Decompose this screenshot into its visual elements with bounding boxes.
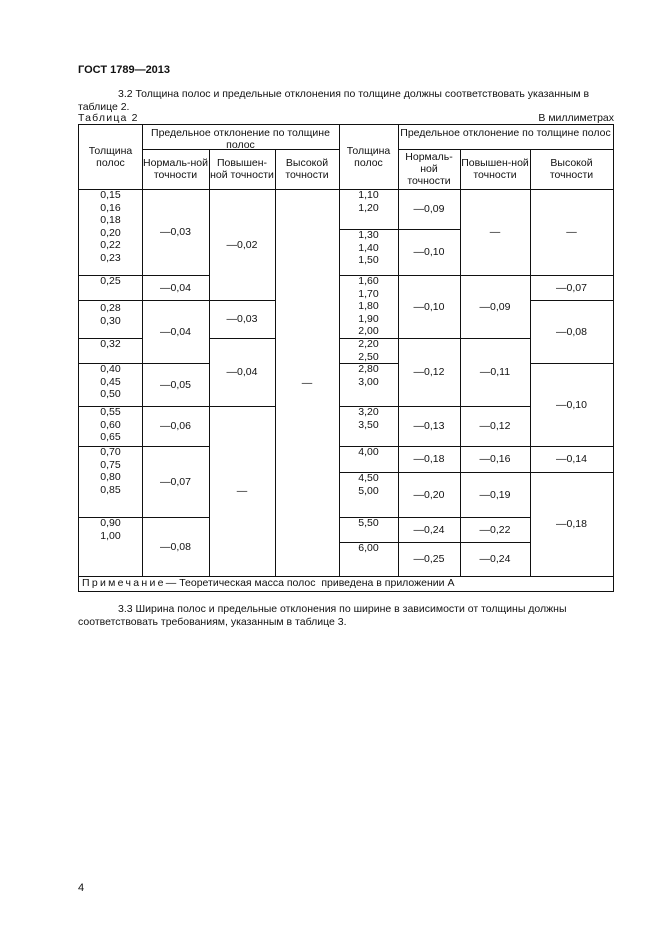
tolerance-cell: —0,10 [530, 363, 614, 447]
tolerance-cell: — [460, 189, 531, 276]
thickness-group: 1,60 1,70 1,80 1,90 2,00 [339, 275, 399, 339]
tolerance-cell: —0,02 [209, 189, 276, 301]
header-increased-left: Повышен-ной точности [209, 149, 276, 190]
thickness-group: 2,80 3,00 [339, 363, 399, 407]
page-number: 4 [78, 882, 85, 894]
table-note [78, 576, 614, 592]
tolerance-cell: —0,24 [460, 542, 531, 577]
paragraph-3-2: 3.2 Толщина полос и предельные отклонения по толщине должны соответствовать указанным в таблице 2. [78, 88, 590, 113]
thickness-group: 6,00 [339, 542, 399, 577]
tolerance-cell: —0,18 [530, 472, 614, 577]
tolerance-cell: —0,03 [142, 189, 210, 276]
header-increased-right: Повышен-ной точности [460, 149, 531, 190]
thickness-group: 4,00 [339, 446, 399, 473]
thickness-group: 0,70 0,75 0,80 0,85 [78, 446, 143, 518]
tolerance-cell: —0,08 [530, 300, 614, 364]
tolerance-cell: —0,09 [460, 275, 531, 339]
tolerance-cell: —0,03 [209, 300, 276, 339]
tolerance-cell: —0,10 [398, 275, 461, 339]
header-thickness-left: Толщина полос [78, 124, 143, 190]
table-units: В миллиметрах [538, 112, 614, 124]
header-normal-right: Нормаль-ной точности [398, 149, 461, 190]
paragraph-3-3: 3.3 Ширина полос и предельные отклонения по ширине в зависимости от толщины должны соответствовать требованиям, указанным в таблице 3. [78, 603, 567, 628]
tolerance-cell: —0,12 [460, 406, 531, 447]
tolerance-cell: —0,04 [142, 275, 210, 301]
tolerance-cell: —0,13 [398, 406, 461, 447]
tolerance-cell: —0,18 [398, 446, 461, 473]
note-text: — Теоретическая масса полос приведена в приложении А [165, 577, 455, 589]
tolerance-cell: —0,04 [209, 338, 276, 407]
tolerance-cell: —0,08 [142, 517, 210, 577]
tolerance-cell: —0,19 [460, 472, 531, 518]
thickness-group: 1,10 1,20 [339, 189, 399, 230]
tolerance-cell: —0,05 [142, 363, 210, 407]
thickness-group: 0,28 0,30 [78, 300, 143, 339]
tolerance-cell: —0,14 [530, 446, 614, 473]
header-group-right: Предельное отклонение по толщине полос [398, 124, 614, 150]
tolerance-cell: —0,07 [142, 446, 210, 518]
header-high-left: Высокой точности [275, 149, 340, 190]
thickness-group: 2,20 2,50 [339, 338, 399, 364]
tolerance-cell: —0,25 [398, 542, 461, 577]
thickness-group: 0,25 [78, 275, 143, 301]
tolerance-cell: — [275, 189, 340, 577]
tolerance-cell: — [209, 406, 276, 577]
tolerance-cell: —0,12 [398, 338, 461, 407]
thickness-group: 1,30 1,40 1,50 [339, 229, 399, 276]
thickness-group: 0,32 [78, 338, 143, 364]
tolerance-cell: —0,06 [142, 406, 210, 447]
note-label: Примечание [82, 577, 166, 589]
thickness-group: 4,50 5,00 [339, 472, 399, 518]
thickness-group: 3,20 3,50 [339, 406, 399, 447]
tolerance-cell: —0,24 [398, 517, 461, 543]
tolerance-cell: —0,10 [398, 229, 461, 276]
thickness-group: 0,15 0,16 0,18 0,20 0,22 0,23 [78, 189, 143, 276]
header-normal-left: Нормаль-ной точности [142, 149, 210, 190]
tolerance-cell: — [530, 189, 614, 276]
document-header: ГОСТ 1789—2013 [78, 64, 171, 76]
thickness-group: 0,55 0,60 0,65 [78, 406, 143, 447]
table-label: Таблица 2 [78, 112, 139, 124]
tolerance-cell: —0,20 [398, 472, 461, 518]
thickness-group: 0,40 0,45 0,50 [78, 363, 143, 407]
thickness-group: 5,50 [339, 517, 399, 543]
tolerance-cell: —0,11 [460, 338, 531, 407]
header-high-right: Высокой точности [530, 149, 614, 190]
tolerance-cell: —0,07 [530, 275, 614, 301]
table-2 [78, 124, 614, 592]
tolerance-cell: —0,09 [398, 189, 461, 230]
tolerance-cell: —0,16 [460, 446, 531, 473]
tolerance-cell: —0,22 [460, 517, 531, 543]
header-thickness-right: Толщина полос [339, 124, 399, 190]
tolerance-cell: —0,04 [142, 300, 210, 364]
header-group-left: Предельное отклонение по толщине полос [142, 124, 340, 150]
thickness-group: 0,90 1,00 [78, 517, 143, 577]
